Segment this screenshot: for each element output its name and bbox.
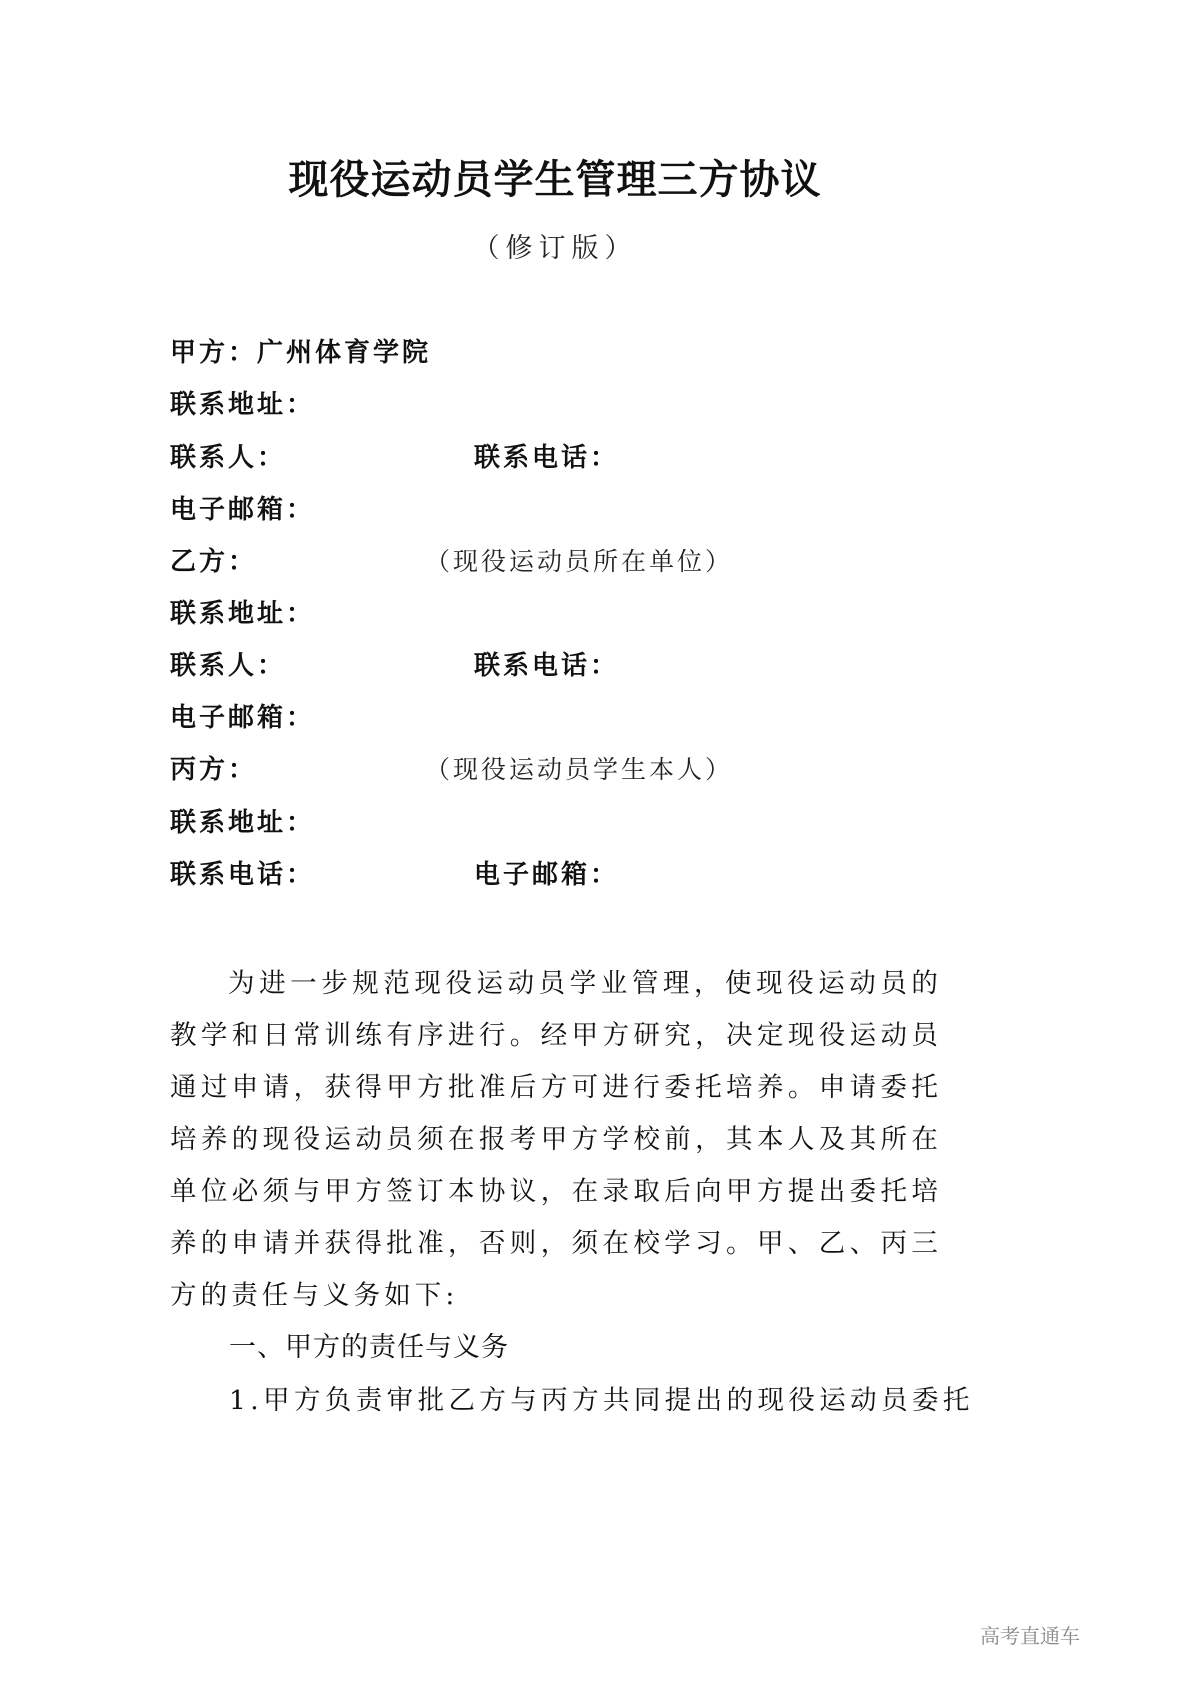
party-b-note: （现役运动员所在单位） <box>425 547 734 576</box>
party-c-note: （现役运动员学生本人） <box>425 755 734 784</box>
party-a-phone-label: 联系电话： <box>474 443 620 473</box>
intro-paragraph: 为进一步规范现役运动员学业管理，使现役运动员的教学和日常训练有序进行。经甲方研究，决定现役运动员通过申请，获得甲方批准后方可进行委托培养。申请委托培养的现役运动员须在报考甲方学校前，其本人及其所在单位必须与甲方签订本协议，在录取后向甲方提出委托培养的申请并获得批准，否则，须在校学习。甲、乙、丙三方的责任与义务如下: <box>170 968 942 1311</box>
party-b-label: 乙方： <box>170 547 258 577</box>
party-c-address-label: 联系地址： <box>170 808 316 838</box>
party-c-label: 丙方： <box>170 755 258 785</box>
party-a-contact-label: 联系人： <box>170 443 287 473</box>
document-subtitle: （修订版） <box>472 233 638 264</box>
party-c-email-label: 电子邮箱： <box>474 860 620 890</box>
watermark: 高考直通车 <box>980 1624 1080 1648</box>
party-c-phone-label: 联系电话： <box>170 860 316 890</box>
party-a-email-label: 电子邮箱： <box>170 495 316 525</box>
party-b-phone-label: 联系电话： <box>474 651 620 681</box>
section-heading: 一、甲方的责任与义务 <box>229 1332 509 1363</box>
section-item: 1.甲方负责审批乙方与丙方共同提出的现役运动员委托 <box>229 1385 974 1416</box>
document-title: 现役运动员学生管理三方协议 <box>288 156 822 203</box>
party-b-contact-label: 联系人： <box>170 651 287 681</box>
party-a-label: 甲方：广州体育学院 <box>170 338 432 368</box>
party-b-address-label: 联系地址： <box>170 599 316 629</box>
party-a-address-label: 联系地址： <box>170 390 316 420</box>
party-b-email-label: 电子邮箱： <box>170 703 316 733</box>
